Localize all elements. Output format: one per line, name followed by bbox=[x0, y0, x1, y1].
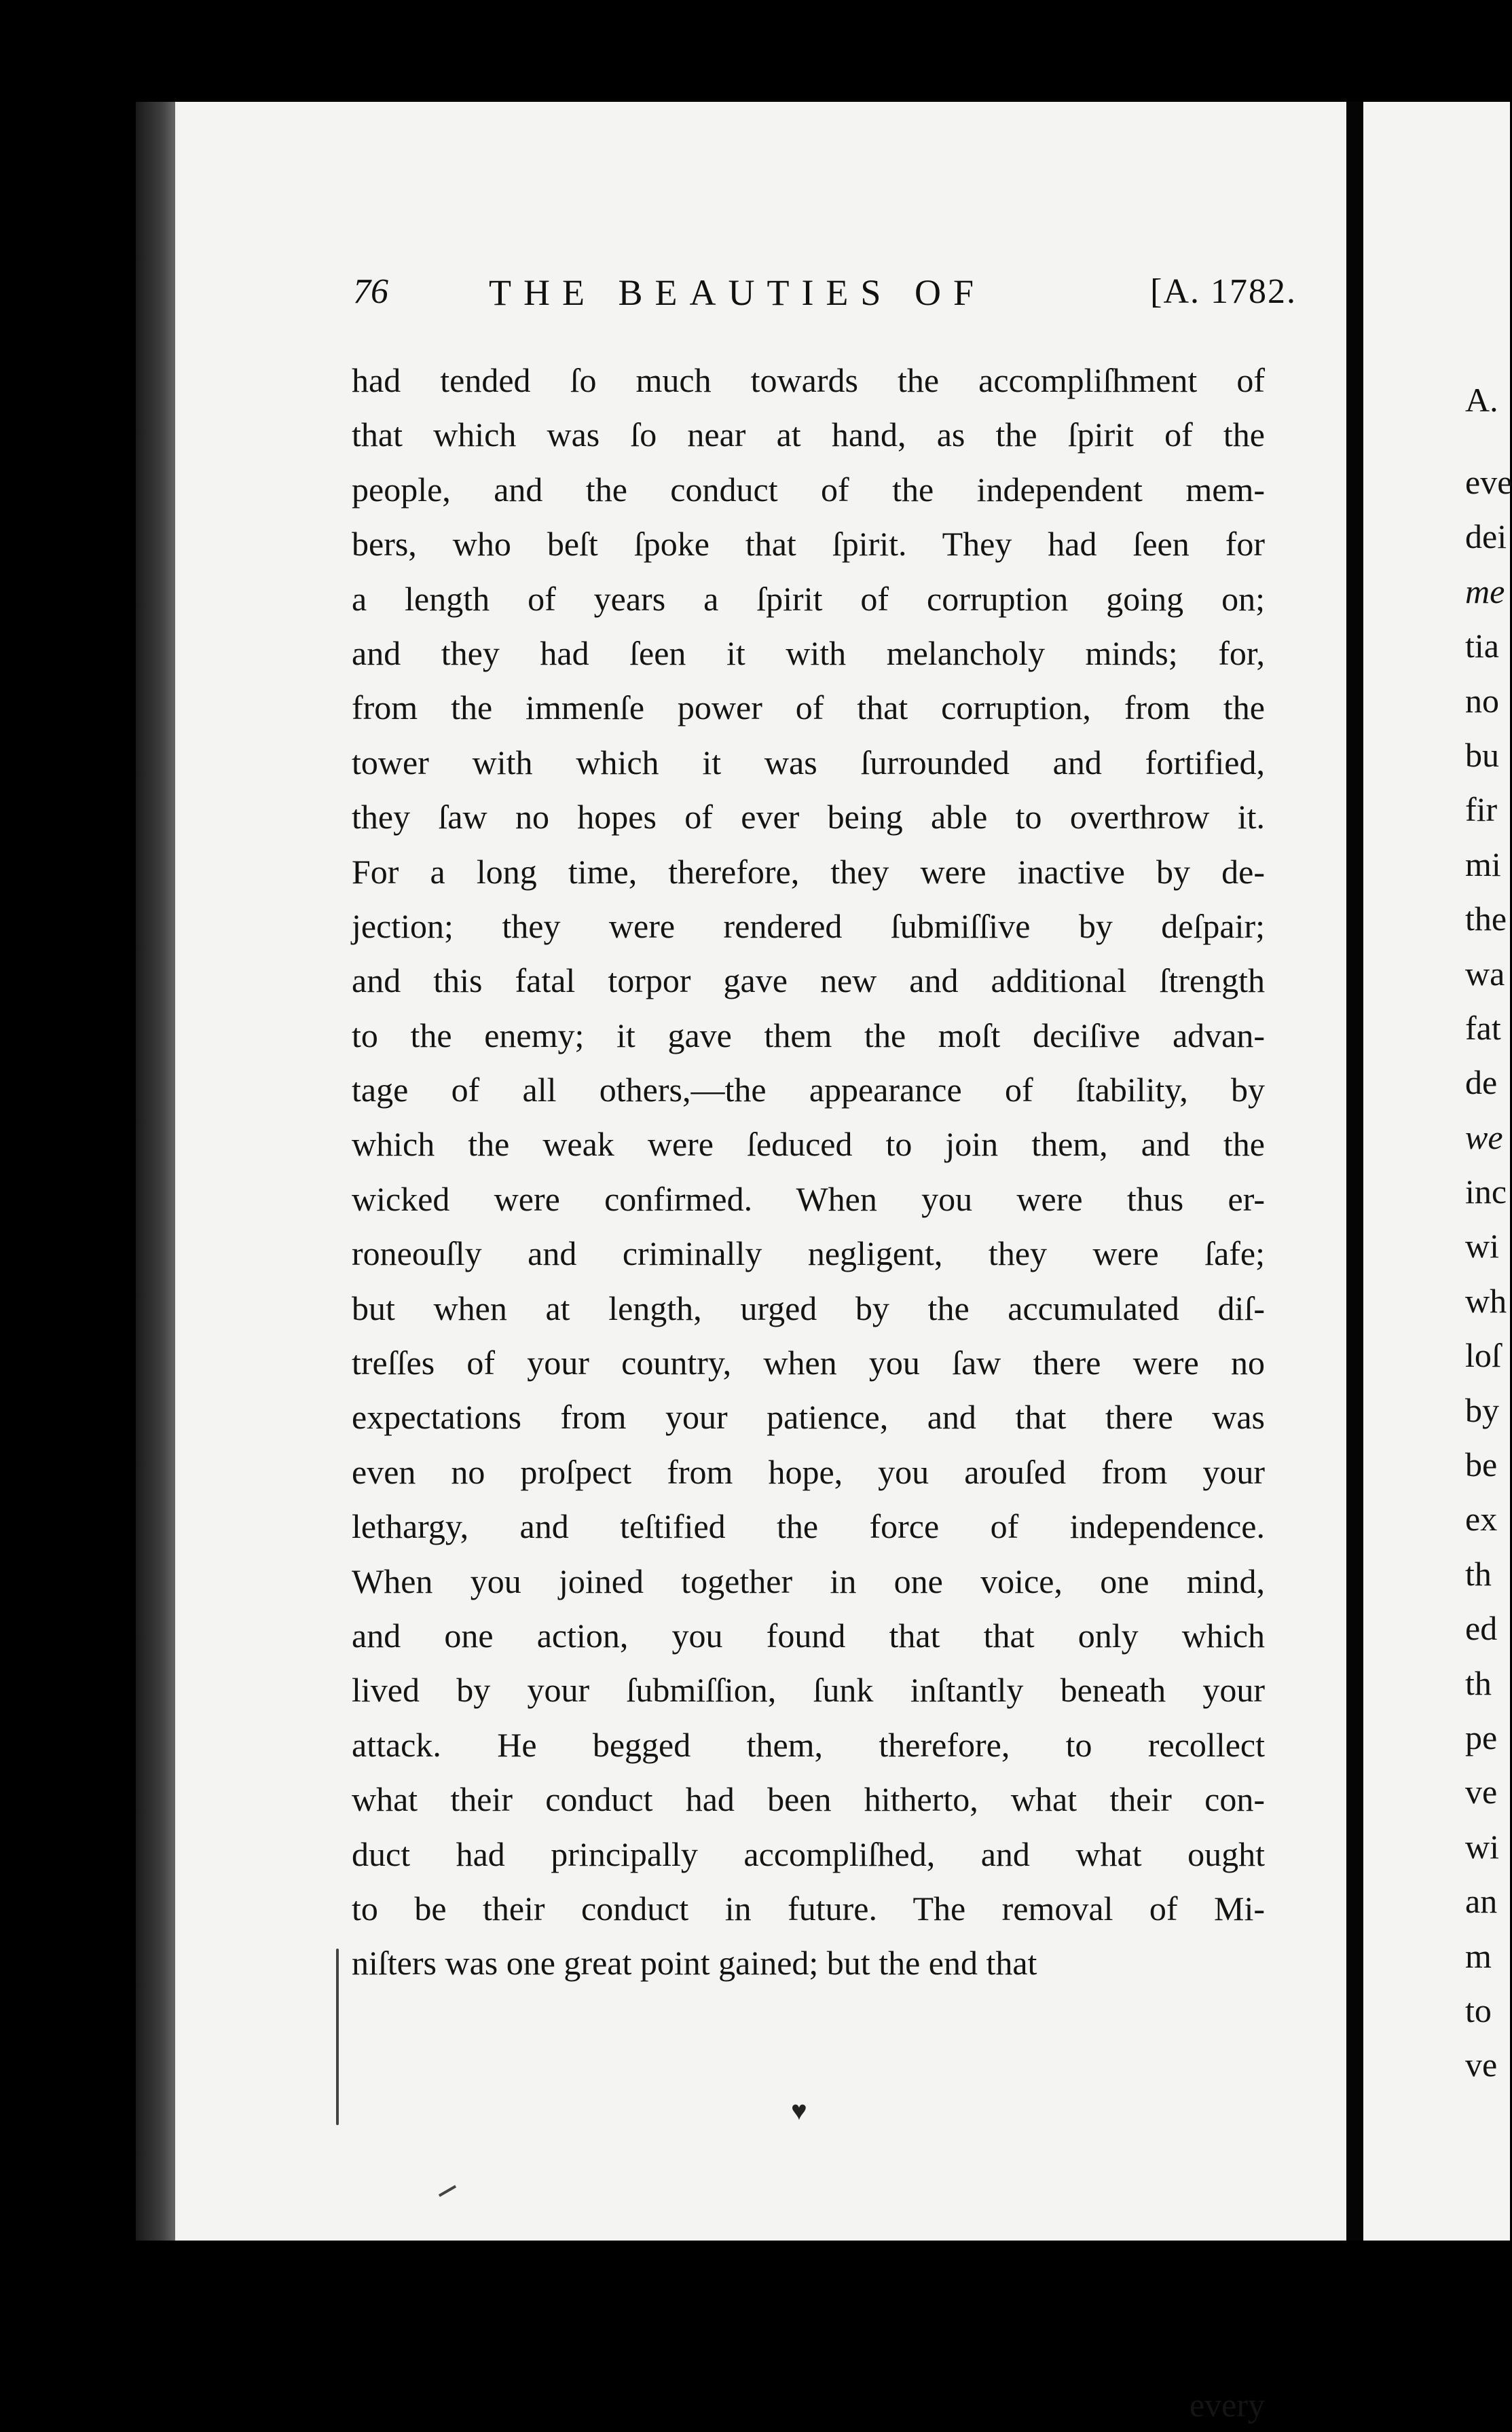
facing-line-fragment: wh bbox=[1465, 1281, 1507, 1320]
text-line: bers, who beſt ſpoke that ſpirit. They had ſeen for bbox=[352, 525, 1265, 564]
right-page-edge bbox=[1363, 102, 1510, 2241]
text-line: tage of all others,—the appearance of ſtability, by bbox=[352, 1071, 1265, 1109]
facing-line-fragment: wa bbox=[1465, 954, 1505, 993]
facing-line-fragment: an bbox=[1465, 1882, 1498, 1921]
text-line: wicked were confirmed. When you were thus er- bbox=[352, 1179, 1265, 1218]
text-line: treſſes of your country, when you ſaw there were no bbox=[352, 1344, 1265, 1382]
facing-line-fragment: me bbox=[1465, 572, 1505, 610]
text-line: When you joined together in one voice, one mind, bbox=[352, 1562, 1265, 1600]
text-line: lived by your ſubmiſſion, ſunk inſtantly beneath your bbox=[352, 1671, 1265, 1710]
facing-line-fragment: wi bbox=[1465, 1827, 1499, 1866]
text-line: niſters was one great point gained; but the end that bbox=[352, 1944, 1037, 1983]
text-line: and one action, you found that that only which bbox=[352, 1616, 1265, 1655]
facing-line-fragment: mi bbox=[1465, 845, 1501, 883]
text-line: and this fatal torpor gave new and additional ſtrength bbox=[352, 961, 1265, 1000]
text-line: For a long time, therefore, they were inactive by de- bbox=[352, 852, 1265, 891]
text-line: even no proſpect from hope, you arouſed from your bbox=[352, 1452, 1265, 1491]
running-head bbox=[353, 272, 1297, 326]
text-line: duct had principally accompliſhed, and what ought bbox=[352, 1835, 1265, 1873]
facing-line-fragment: the bbox=[1465, 900, 1507, 938]
text-line: lethargy, and teſtified the force of independence. bbox=[352, 1507, 1265, 1546]
text-line: from the immenſe power of that corruption, from the bbox=[352, 688, 1265, 727]
facing-line-fragment: tia bbox=[1465, 627, 1499, 665]
text-line: and they had ſeen it with melancholy minds; for, bbox=[352, 633, 1265, 672]
facing-line-fragment: loſ bbox=[1465, 1336, 1501, 1375]
text-line: to the enemy; it gave them the moſt deciſive advan- bbox=[352, 1016, 1265, 1054]
text-line: jection; they were rendered ſubmiſſive by deſpair; bbox=[352, 906, 1265, 945]
facing-line-fragment: th bbox=[1465, 1554, 1492, 1593]
page-divider bbox=[1346, 102, 1363, 2241]
text-line: to be their conduct in future. The removal of Mi- bbox=[352, 1889, 1265, 1928]
text-line: but when at length, urged by the accumulated diſ- bbox=[352, 1289, 1265, 1327]
facing-line-fragment: eve bbox=[1465, 463, 1512, 501]
facing-running-head: A. bbox=[1465, 381, 1498, 419]
facing-line-fragment: fir bbox=[1465, 790, 1498, 829]
facing-line-fragment: inc bbox=[1465, 1173, 1507, 1211]
facing-line-fragment: ve bbox=[1465, 1773, 1498, 1811]
facing-line-fragment: to bbox=[1465, 1991, 1492, 2029]
body-text bbox=[352, 353, 1265, 2424]
facing-line-fragment: we bbox=[1465, 1118, 1503, 1156]
year-marker: [A. 1782. bbox=[1150, 272, 1297, 311]
book-title: THE BEAUTIES OF bbox=[489, 272, 986, 313]
facing-line-fragment: pe bbox=[1465, 1718, 1498, 1756]
text-line: which the weak were ſeduced to join them, and the bbox=[352, 1125, 1265, 1164]
page-number: 76 bbox=[353, 272, 388, 311]
facing-line-fragment: ed bbox=[1465, 1609, 1498, 1648]
facing-line-fragment: th bbox=[1465, 1663, 1492, 1702]
text-line: expectations from your patience, and that there was bbox=[352, 1398, 1265, 1437]
text-line: attack. He begged them, therefore, to recollect bbox=[352, 1725, 1265, 1764]
facing-line-fragment: by bbox=[1465, 1390, 1499, 1429]
text-line: that which was ſo near at hand, as the ſpirit of the bbox=[352, 416, 1265, 454]
facing-line-fragment: dei bbox=[1465, 517, 1507, 556]
text-line: what their conduct had been hitherto, what their con- bbox=[352, 1780, 1265, 1819]
facing-line-fragment: fat bbox=[1465, 1008, 1501, 1047]
book-gutter bbox=[136, 102, 177, 2241]
text-line: they ſaw no hopes of ever being able to overthrow it. bbox=[352, 798, 1265, 836]
facing-page-text bbox=[1465, 455, 1512, 2093]
facing-line-fragment: de bbox=[1465, 1063, 1498, 1102]
facing-line-fragment: ve bbox=[1465, 2046, 1498, 2084]
facing-line-fragment: m bbox=[1465, 1936, 1492, 1975]
catchword: every bbox=[1189, 2386, 1265, 2424]
text-line: tower with which it was ſurrounded and fortified, bbox=[352, 743, 1265, 781]
facing-line-fragment: wi bbox=[1465, 1227, 1499, 1266]
margin-bracket bbox=[336, 1949, 339, 2125]
text-line: had tended ſo much towards the accompliſhment of bbox=[352, 361, 1265, 399]
facing-line-fragment: bu bbox=[1465, 735, 1499, 774]
text-line: roneouſly and criminally negligent, they were ſafe; bbox=[352, 1234, 1265, 1273]
text-line: people, and the conduct of the independent mem- bbox=[352, 470, 1265, 509]
text-line: a length of years a ſpirit of corruption going on; bbox=[352, 579, 1265, 618]
facing-line-fragment: no bbox=[1465, 681, 1499, 720]
facing-line-fragment: be bbox=[1465, 1445, 1498, 1484]
printer-ornament: ♥ bbox=[791, 2095, 807, 2126]
facing-line-fragment: ex bbox=[1465, 1500, 1498, 1539]
